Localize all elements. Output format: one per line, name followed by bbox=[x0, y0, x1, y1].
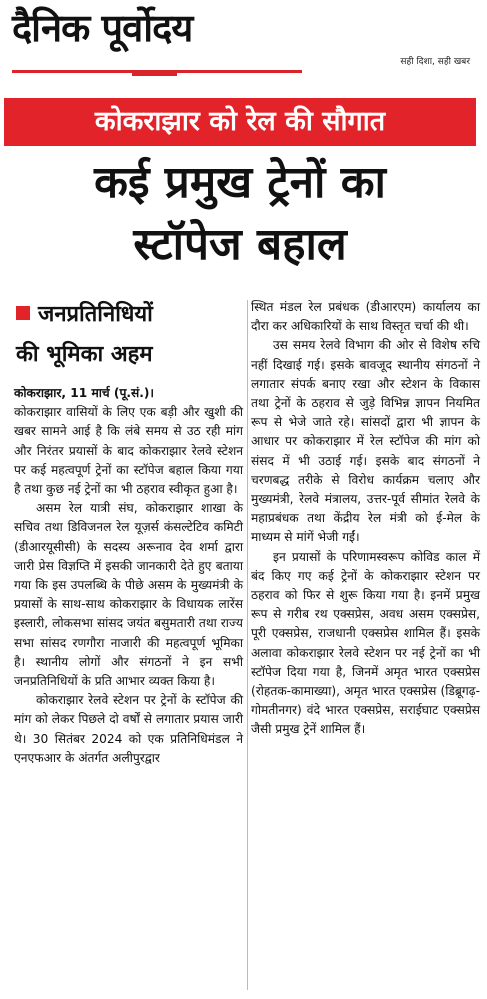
newspaper-logo bbox=[12, 4, 192, 52]
article-paragraph: कोकराझार वासियों के लिए एक बड़ी और खुशी की खबर सामने आई है कि लंबे समय से उठ रही मांग और निरंतर प्रयासों के बाद कोकराझार रेलवे स्टेशन पर कई महत्वपूर्ण ट्रेनों का स्टॉपेज बहाल किया गया है तथा कुछ नई ट्रेनों का भी ठहराव स्वीकृत हुआ है। bbox=[14, 405, 243, 497]
article-paragraph: असम रेल यात्री संघ, कोकराझार शाखा के सचिव तथा डिविजनल रेल यूज़र्स कंसल्टेटिव कमिटी (डीआरयूसीसी) के सदस्य अरूनाव देव शर्मा द्वारा जारी प्रेस विज्ञप्ति में इसकी जानकारी देते हुए बताया गया कि इस उपलब्धि के पीछे असम के मुख्यमंत्री के प्रयासों के साथ-साथ कोकराझार के विधायक लारेंस इस्लारी, लोकसभा सांसद जयंत बसुमतारी तथा राज्य सभा सांसद रणगौरा नाजारी की महत्वपूर्ण भूमिका है। स्थानीय लोगों और संगठनों ने इन सभी जनप्रतिनिधियों के प्रति आभार व्यक्त किया है। bbox=[14, 501, 243, 689]
kicker-banner: कोकराझार को रेल की सौगात bbox=[4, 98, 476, 146]
subheading bbox=[16, 295, 246, 375]
article-column-right bbox=[251, 298, 480, 740]
article-column-left bbox=[14, 384, 243, 768]
dateline: कोकराझार, 11 मार्च (पू.सं.)। bbox=[14, 386, 155, 400]
article-paragraph: स्थित मंडल रेल प्रबंधक (डीआरएम) कार्यालय का दौरा कर अधिकारियों के साथ विस्तृत चर्चा की थी। bbox=[251, 300, 480, 334]
masthead bbox=[12, 4, 474, 76]
red-square-bullet-icon bbox=[16, 306, 30, 320]
masthead-rule-accent bbox=[132, 73, 177, 76]
article-paragraph: इन प्रयासों के परिणामस्वरूप कोविड काल में बंद किए गए कई ट्रेनों के कोकराझार स्टेशन पर ठहराव को फिर से शुरू किया गया है। इनमें प्रमुख रूप से गरीब रथ एक्सप्रेस, अवध असम एक्सप्रेस, पूरी एक्सप्रेस, राजधानी एक्सप्रेस शामिल हैं। इसके अलावा कोकराझार रेलवे स्टेशन पर नई ट्रेनों का भी स्टॉपेज दिया गया है, जिनमें अमृत भारत एक्सप्रेस (रोहतक-कामाख्या), अमृत भारत एक्सप्रेस (डिब्रूगढ़-गोमतीनगर) वंदे भारत एक्सप्रेस, सराईघाट एक्सप्रेस जैसी प्रमुख ट्रेनें शामिल हैं। bbox=[251, 549, 480, 737]
article-paragraph: कोकराझार रेलवे स्टेशन पर ट्रेनों के स्टॉपेज की मांग को लेकर पिछले दो वर्षों से लगातार प्रयास जारी थे। 30 सितंबर 2024 को एक प्रतिनिधिमंडल ने एनएफआर के अंतर्गत अलीपुरद्वार bbox=[14, 693, 243, 765]
column-divider bbox=[247, 300, 248, 990]
logo-text: दैनिक पूर्वोदय bbox=[12, 5, 193, 50]
headline-line-1: कई प्रमुख ट्रेनों का bbox=[94, 157, 386, 208]
headline-line-2: स्टॉपेज बहाल bbox=[133, 219, 347, 270]
article-paragraph: उस समय रेलवे विभाग की ओर से विशेष रुचि नहीं दिखाई गई। इसके बावजूद स्थानीय संगठनों ने लगातार संपर्क बनाए रखा और स्टेशन के विकास तथा ट्रेनों के ठहराव से जुड़े विभिन्न ज्ञापन नियमित रूप से भेजे जाते रहे। सांसदों द्वारा भी ज्ञापन के आधार पर कोकराझार में रेल स्टॉपेज की मांग को संसद में भी उठाई गई। इसके बाद संगठनों ने चरणबद्ध तरीके से विरोध कार्यक्रम चलाए और मुख्यमंत्री, रेलवे मंत्रालय, उत्तर-पूर्व सीमांत रेलवे के महाप्रबंधक तथा केंद्रीय रेल मंत्री को ई-मेल के माध्यम से मांगें भेजी गईं। bbox=[251, 338, 480, 545]
headline bbox=[6, 152, 474, 276]
logo-tagline: सही दिशा, सही खबर bbox=[400, 57, 470, 67]
subheading-line-2: की भूमिका अहम bbox=[16, 342, 153, 367]
subheading-line-1: जनप्रतिनिधियों bbox=[38, 302, 153, 327]
